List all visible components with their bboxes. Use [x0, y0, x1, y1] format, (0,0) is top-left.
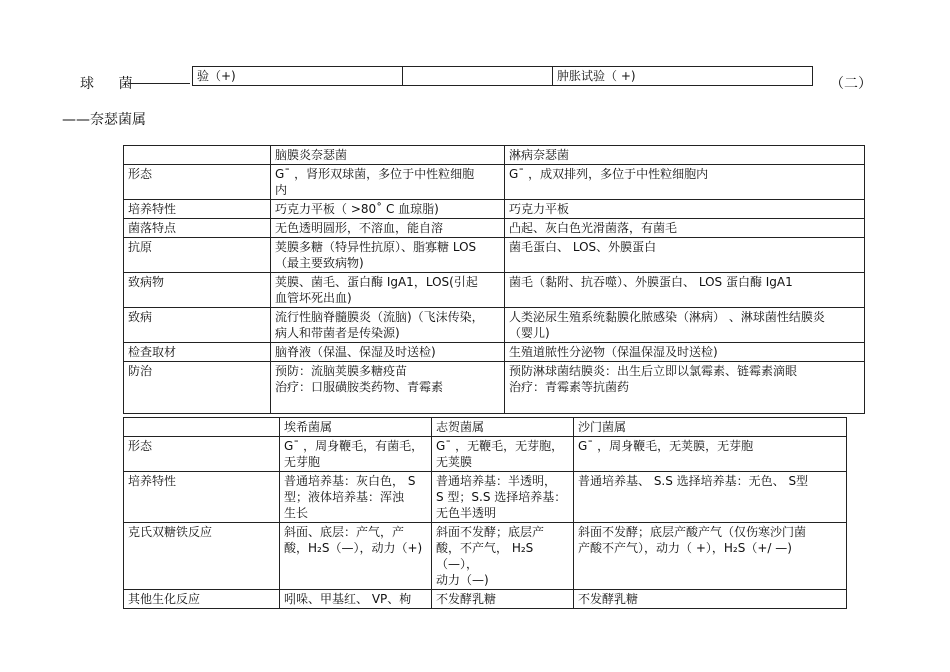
table-row: [124, 472, 847, 523]
subtitle: ——奈瑟菌属: [62, 112, 146, 128]
table-header-cell: [124, 146, 271, 165]
row-label: 形态: [124, 165, 271, 200]
table-header-cell: 志贺菌属: [432, 418, 574, 437]
table-cell: G¯ ，周身鞭毛，有菌毛， 无芽胞: [280, 437, 432, 472]
row-label: 抗原: [124, 238, 271, 273]
row-label: 克氏双糖铁反应: [124, 523, 280, 590]
table-cell: 斜面不发酵；底层产 酸，不产气， H₂S（—）， 动力（—): [432, 523, 574, 590]
row-label: 其他生化反应: [124, 590, 280, 609]
row-label: 形态: [124, 437, 280, 472]
table-cell: 凸起、灰白色光滑菌落，有菌毛: [505, 219, 865, 238]
table-row: [124, 362, 865, 414]
table-cell: 菌毛蛋白、 LOS、外膜蛋白: [505, 238, 865, 273]
table-cell: 脑脊液（保温、保湿及时送检): [271, 343, 505, 362]
header-cell-2: [403, 67, 553, 86]
table-cell: 普通培养基、 S.S 选择培养基：无色、 S型: [574, 472, 847, 523]
table-header-cell: 沙门菌属: [574, 418, 847, 437]
table-cell: 巧克力平板: [505, 200, 865, 219]
table-row: [124, 273, 865, 308]
table-header-cell: 淋病奈瑟菌: [505, 146, 865, 165]
row-label: 防治: [124, 362, 271, 414]
table-header-cell: [124, 418, 280, 437]
table-cell: 普通培养基：灰白色， S 型；液体培养基：浑浊 生长: [280, 472, 432, 523]
table-cell: 无色透明圆形，不溶血，能自溶: [271, 219, 505, 238]
neisseria-table: [123, 145, 865, 414]
table-cell: 生殖道脓性分泌物（保温保湿及时送检): [505, 343, 865, 362]
table-cell: G¯ ，成双排列，多位于中性粒细胞内: [505, 165, 865, 200]
table-cell: 流行性脑脊髓膜炎（流脑)（飞沫传染， 病人和带菌者是传染源): [271, 308, 505, 343]
table-header-row: [124, 146, 865, 165]
section-label: 球 菌: [80, 76, 143, 92]
table-cell: 人类泌尿生殖系统黏膜化脓感染（淋病） 、淋球菌性结膜炎 （婴儿): [505, 308, 865, 343]
table-cell: G¯ ，肾形双球菌，多位于中性粒细胞 内: [271, 165, 505, 200]
table-header-cell: 埃希菌属: [280, 418, 432, 437]
table-cell: 巧克力平板（ >80˚ C 血琼脂): [271, 200, 505, 219]
table-cell: G¯ ，无鞭毛，无芽胞， 无荚膜: [432, 437, 574, 472]
table-cell: 吲哚、甲基红、 VP、枸: [280, 590, 432, 609]
row-label: 培养特性: [124, 472, 280, 523]
table-cell: 斜面不发酵；底层产酸产气（仅伤寒沙门菌 产酸不产气），动力（ +），H₂S（+/ —): [574, 523, 847, 590]
table-cell: 不发酵乳糖: [574, 590, 847, 609]
table-row: [124, 238, 865, 273]
table-cell: G¯ ，周身鞭毛，无荚膜，无芽胞: [574, 437, 847, 472]
row-label: 培养特性: [124, 200, 271, 219]
header-cell-1: 验（+): [193, 67, 403, 86]
table-cell: 斜面、底层：产气，产 酸，H₂S（—），动力（+): [280, 523, 432, 590]
header-cell-3: 肿胀试验（ +): [553, 67, 813, 86]
row-label: 致病: [124, 308, 271, 343]
header-table: [192, 66, 813, 86]
chapter-number: （二）: [830, 76, 872, 92]
table-row: [124, 343, 865, 362]
table-cell: 不发酵乳糖: [432, 590, 574, 609]
table-row: [124, 308, 865, 343]
row-label: 致病物: [124, 273, 271, 308]
table-row: [124, 437, 847, 472]
table-cell: 预防淋球菌结膜炎：出生后立即以氯霉素、链霉素滴眼 治疗：青霉素等抗菌药: [505, 362, 865, 414]
table-row: [124, 219, 865, 238]
table-row: [124, 165, 865, 200]
table-header-row: [124, 418, 847, 437]
row-label: 检查取材: [124, 343, 271, 362]
enterobacteria-table: [123, 417, 847, 609]
table-cell: 菌毛（黏附、抗吞噬）、外膜蛋白、 LOS 蛋白酶 IgA1: [505, 273, 865, 308]
table-cell: 普通培养基：半透明， S 型；S.S 选择培养基： 无色半透明: [432, 472, 574, 523]
table-row: [124, 523, 847, 590]
row-label: 菌落特点: [124, 219, 271, 238]
header-underline: [128, 83, 190, 84]
table-header-cell: 脑膜炎奈瑟菌: [271, 146, 505, 165]
table-row: [124, 590, 847, 609]
table-cell: 荚膜多糖（特异性抗原）、脂寡糖 LOS （最主要致病物): [271, 238, 505, 273]
table-cell: 预防：流脑荚膜多糖疫苗 治疗：口服磺胺类药物、青霉素: [271, 362, 505, 414]
table-cell: 荚膜、菌毛、蛋白酶 IgA1，LOS(引起 血管坏死出血): [271, 273, 505, 308]
table-row: [124, 200, 865, 219]
